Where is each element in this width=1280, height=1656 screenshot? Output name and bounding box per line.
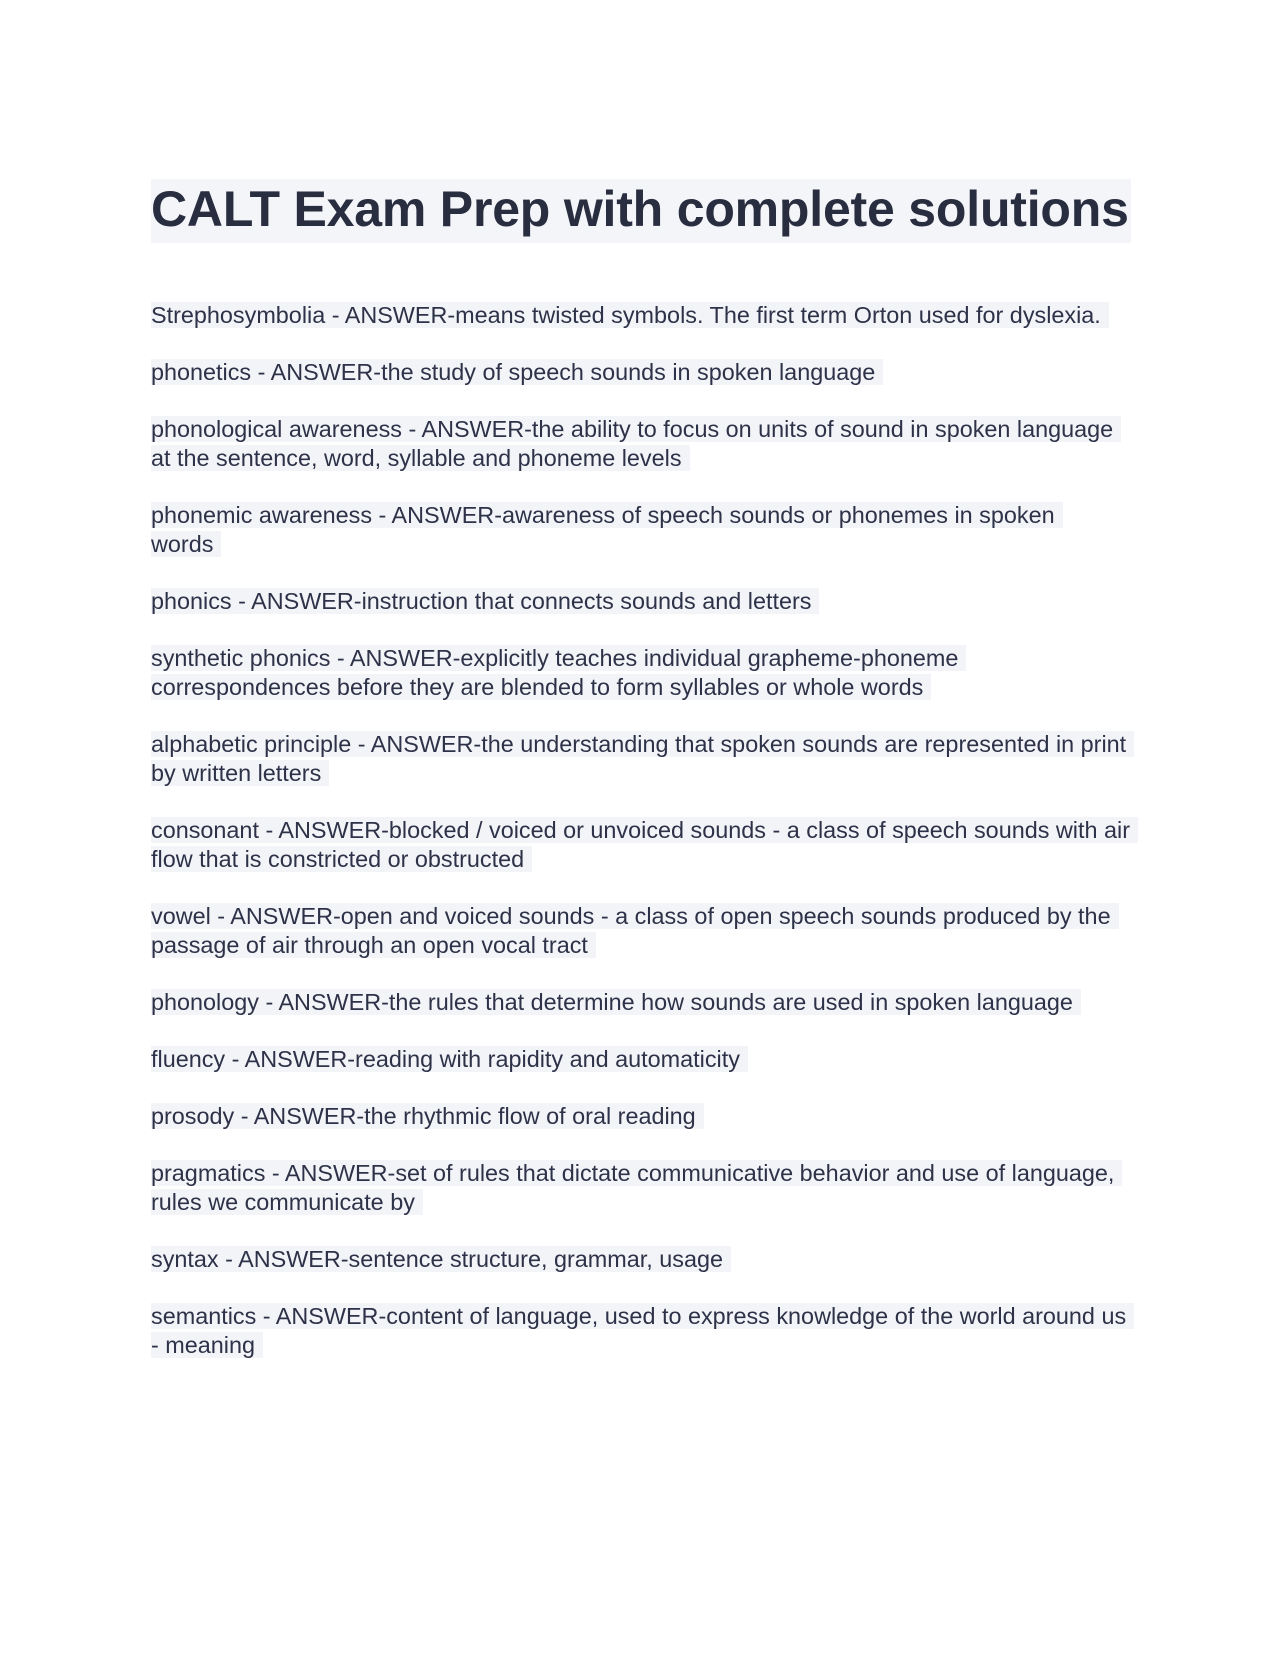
qa-entry-text: phonetics - ANSWER-the study of speech sounds in spoken language (151, 359, 883, 385)
title-block (151, 179, 1131, 243)
qa-entry (151, 1245, 1131, 1274)
qa-entry-text: syntax - ANSWER-sentence structure, grammar, usage (151, 1246, 731, 1272)
qa-entry-text: synthetic phonics - ANSWER-explicitly teaches individual grapheme-phoneme correspondences before they are blended to form syllables or whole words (151, 645, 966, 700)
qa-entry (151, 1159, 1131, 1217)
qa-entry (151, 587, 1131, 616)
document-page (151, 179, 1131, 1388)
qa-entry (151, 301, 1131, 330)
qa-entry-text: pragmatics - ANSWER-set of rules that dictate communicative behavior and use of language, rules we communicate by (151, 1160, 1122, 1215)
qa-entry (151, 988, 1131, 1017)
qa-list (151, 301, 1131, 1360)
qa-entry (151, 730, 1131, 788)
qa-entry (151, 1102, 1131, 1131)
qa-entry-text: fluency - ANSWER-reading with rapidity and automaticity (151, 1046, 748, 1072)
qa-entry-text: alphabetic principle - ANSWER-the understanding that spoken sounds are represented in print by written letters (151, 731, 1134, 786)
qa-entry-text: prosody - ANSWER-the rhythmic flow of oral reading (151, 1103, 704, 1129)
qa-entry (151, 415, 1131, 473)
qa-entry-text: Strephosymbolia - ANSWER-means twisted symbols. The first term Orton used for dyslexia. (151, 302, 1109, 328)
qa-entry (151, 1045, 1131, 1074)
qa-entry (151, 358, 1131, 387)
qa-entry (151, 644, 1131, 702)
qa-entry (151, 501, 1131, 559)
qa-entry-text: consonant - ANSWER-blocked / voiced or unvoiced sounds - a class of speech sounds with air flow that is constricted or obstructed (151, 817, 1138, 872)
qa-entry-text: phonology - ANSWER-the rules that determine how sounds are used in spoken language (151, 989, 1081, 1015)
qa-entry (151, 902, 1131, 960)
qa-entry-text: phonemic awareness - ANSWER-awareness of speech sounds or phonemes in spoken words (151, 502, 1063, 557)
qa-entry (151, 816, 1131, 874)
qa-entry-text: semantics - ANSWER-content of language, used to express knowledge of the world around us - meaning (151, 1303, 1134, 1358)
qa-entry-text: phonological awareness - ANSWER-the ability to focus on units of sound in spoken language at the sentence, word, syllable and phoneme levels (151, 416, 1121, 471)
qa-entry (151, 1302, 1131, 1360)
page-title: CALT Exam Prep with complete solutions (151, 181, 1129, 237)
qa-entry-text: phonics - ANSWER-instruction that connects sounds and letters (151, 588, 819, 614)
qa-entry-text: vowel - ANSWER-open and voiced sounds - a class of open speech sounds produced by the passage of air through an open vocal tract (151, 903, 1119, 958)
